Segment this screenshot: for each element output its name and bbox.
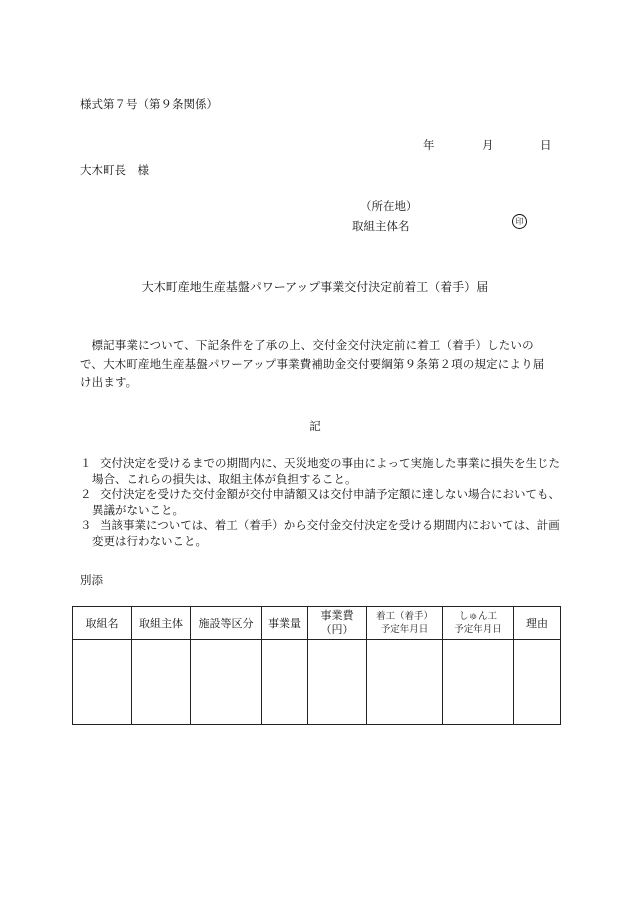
date-day-label: 日 bbox=[540, 138, 552, 152]
table-cell bbox=[308, 640, 367, 725]
condition-item bbox=[80, 456, 564, 487]
table-cell bbox=[262, 640, 308, 725]
form-number: 様式第７号（第９条関係） bbox=[80, 97, 218, 111]
header-complete-line1: しゅん工 bbox=[458, 611, 497, 622]
header-start-line1: 着工（着手） bbox=[375, 611, 433, 622]
table-cell bbox=[73, 640, 132, 725]
header-start-date bbox=[367, 607, 443, 640]
table-row bbox=[73, 640, 561, 725]
condition-item bbox=[80, 487, 564, 518]
address-label: （所在地） bbox=[360, 199, 418, 213]
date-year-label: 年 bbox=[423, 138, 435, 152]
addressee: 大木町長 様 bbox=[80, 163, 149, 177]
header-complete-line2: 予定年月日 bbox=[454, 624, 502, 635]
date-month-label: 月 bbox=[482, 138, 494, 152]
table-cell bbox=[367, 640, 443, 725]
header-entity: 取組主体 bbox=[132, 607, 191, 640]
header-reason: 理由 bbox=[514, 607, 561, 640]
condition-item bbox=[80, 518, 564, 549]
header-project-name: 取組名 bbox=[73, 607, 132, 640]
plan-table bbox=[72, 606, 561, 725]
attachment-label: 別添 bbox=[80, 573, 103, 587]
table-cell bbox=[132, 640, 191, 725]
seal-mark: 印 bbox=[512, 214, 527, 229]
condition-text: 交付決定を受けるまでの期間内に、天災地変の事由によって実施した事業に損失を生じた場合、これらの損失は、取組主体が負担すること。 bbox=[92, 456, 560, 486]
condition-text: 当該事業については、着工（着手）から交付金交付決定を受ける期間内においては、計画変更は行わないこと。 bbox=[92, 518, 560, 548]
condition-number: ３ bbox=[80, 518, 92, 532]
header-cost-line1: 事業費 bbox=[320, 609, 354, 622]
header-start-line2: 予定年月日 bbox=[380, 624, 429, 635]
condition-number: ２ bbox=[80, 487, 92, 501]
header-cost-line2: （円） bbox=[320, 623, 354, 636]
ki-heading: 記 bbox=[309, 419, 321, 433]
condition-number: １ bbox=[80, 456, 92, 470]
header-quantity: 事業量 bbox=[262, 607, 308, 640]
table-cell bbox=[191, 640, 262, 725]
header-cost bbox=[308, 607, 367, 640]
document-title: 大木町産地生産基盤パワーアップ事業交付決定前着工（着手）届 bbox=[141, 280, 489, 294]
organization-name-label: 取組主体名 bbox=[352, 219, 410, 233]
header-completion-date bbox=[443, 607, 514, 640]
table-header-row bbox=[73, 607, 561, 640]
body-paragraph: 標記事業について、下記条件を了承の上、交付金交付決定前に着工（着手）したいので、大木町産地生産基盤パワーアップ事業費補助金交付要綱第９条第２項の規定により届け出ます。 bbox=[80, 338, 545, 389]
table-cell bbox=[514, 640, 561, 725]
table-cell bbox=[443, 640, 514, 725]
condition-text: 交付決定を受けた交付金額が交付申請額又は交付申請予定額に達しない場合においても、異議がないこと。 bbox=[92, 487, 560, 517]
header-facility-category: 施設等区分 bbox=[191, 607, 262, 640]
